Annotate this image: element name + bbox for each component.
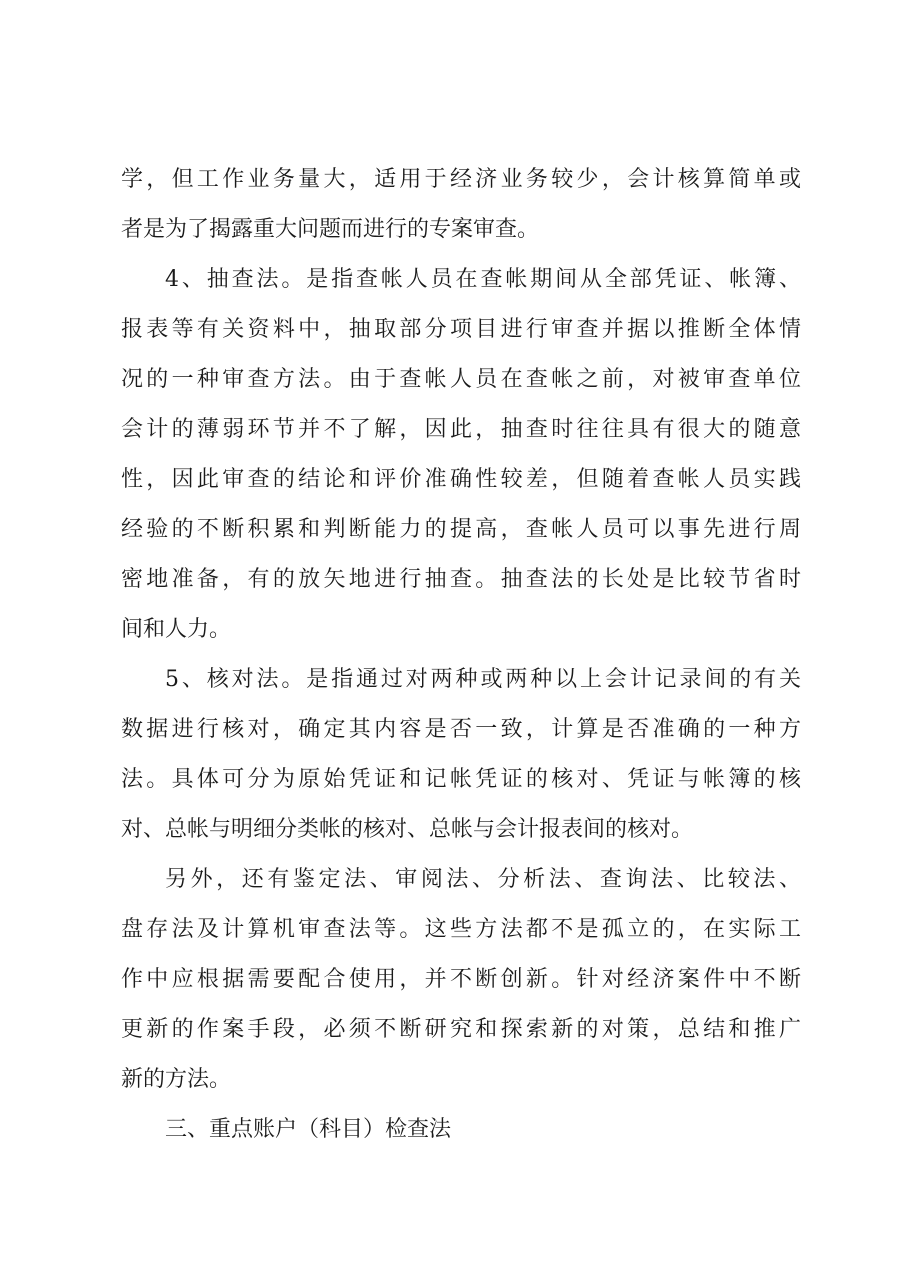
text-line-8: 经验的不断积累和判断能力的提高，查帐人员可以事先进行周 bbox=[121, 517, 801, 542]
text-line-6: 会计的薄弱环节并不了解，因此，抽查时往往具有很大的随意 bbox=[121, 417, 801, 442]
text-line-7: 性，因此审查的结论和评价准确性较差，但随着查帐人员实践 bbox=[121, 467, 801, 492]
text-line-9: 密地准备，有的放矢地进行抽查。抽查法的长处是比较节省时 bbox=[121, 567, 801, 592]
paragraph-other-first-line: 另外，还有鉴定法、审阅法、分析法、查询法、比较法、 bbox=[165, 867, 801, 892]
paragraph-4-first-line: 4、抽查法。是指查帐人员在查帐期间从全部凭证、帐簿、 bbox=[165, 267, 801, 292]
text-line-10: 间和人力。 bbox=[121, 617, 232, 642]
text-line-14: 对、总帐与明细分类帐的核对、总帐与会计报表间的核对。 bbox=[121, 817, 694, 842]
text-line-13: 法。具体可分为原始凭证和记帐凭证的核对、凭证与帐簿的核 bbox=[121, 767, 801, 792]
text-line-16: 盘存法及计算机审查法等。这些方法都不是孤立的，在实际工 bbox=[121, 917, 801, 942]
paragraph-5-first-line: 5、核对法。是指通过对两种或两种以上会计记录间的有关 bbox=[165, 667, 801, 692]
text-line-1: 学，但工作业务量大，适用于经济业务较少，会计核算简单或 bbox=[121, 167, 801, 192]
text-line-18: 更新的作案手段，必须不断研究和探索新的对策，总结和推广 bbox=[121, 1017, 801, 1042]
text-line-2: 者是为了揭露重大问题而进行的专案审查。 bbox=[121, 217, 540, 242]
text-line-12: 数据进行核对，确定其内容是否一致，计算是否准确的一种方 bbox=[121, 717, 801, 742]
section-heading: 三、重点账户（科目）检查法 bbox=[165, 1117, 452, 1142]
text-line-19: 新的方法。 bbox=[121, 1067, 232, 1092]
text-line-4: 报表等有关资料中，抽取部分项目进行审查并据以推断全体情 bbox=[121, 317, 801, 342]
text-line-5: 况的一种审查方法。由于查帐人员在查帐之前，对被审查单位 bbox=[121, 367, 801, 392]
text-line-17: 作中应根据需要配合使用，并不断创新。针对经济案件中不断 bbox=[121, 967, 801, 992]
